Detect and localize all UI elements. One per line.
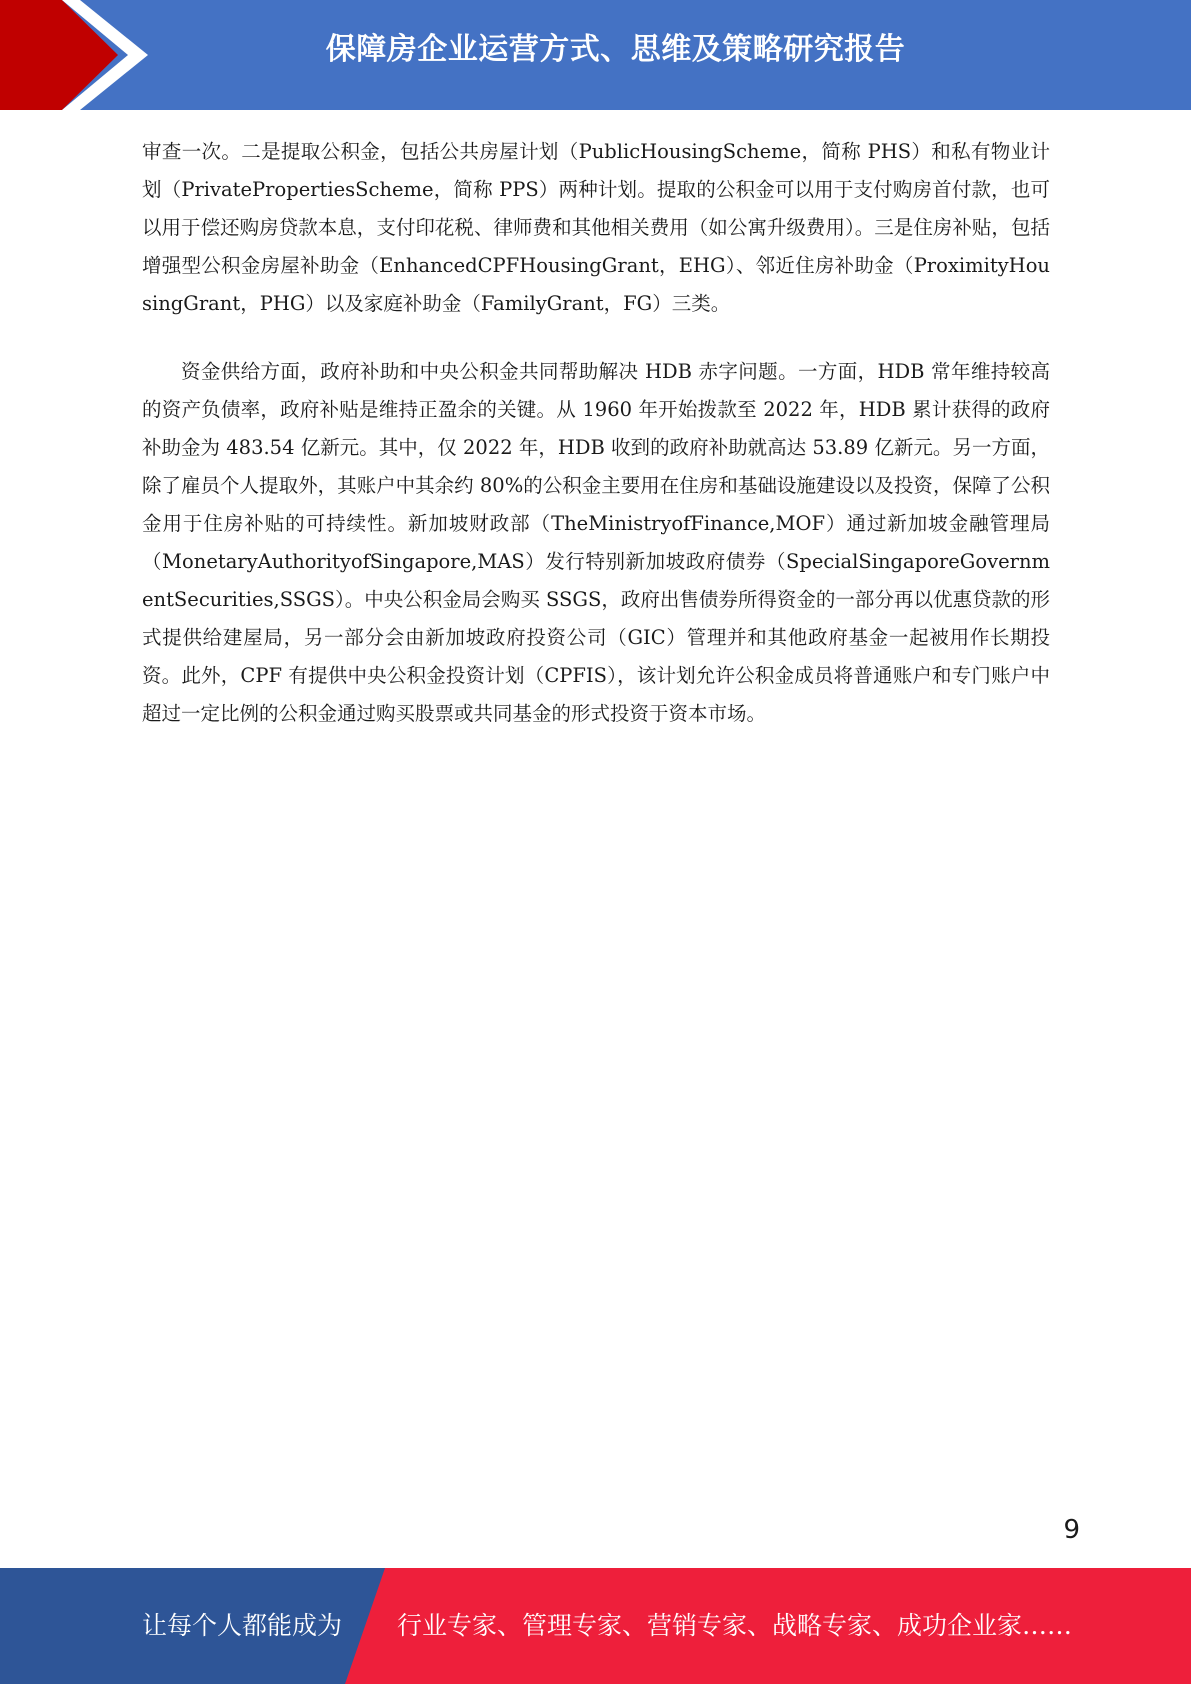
page-header: [0, 0, 1191, 110]
paragraph-1: 审查一次。二是提取公积金，包括公共房屋计划（PublicHousingScheme，简称 PHS）和私有物业计划（PrivatePropertiesScheme，简称 PPS）两种计划。提取的公积金可以用于支付购房首付款，也可以用于偿还购房贷款本息，支付印花税、律师费和其他相关费用（如公寓升级费用）。三是住房补贴，包括增强型公积金房屋补助金（EnhancedCPFHousingGrant，EHG）、邻近住房补助金（ProximityHousingGrant，PHG）以及家庭补助金（FamilyGrant，FG）三类。: [142, 140, 1050, 315]
page-footer: [0, 1568, 1191, 1684]
footer-slogan-right: 行业专家、管理专家、营销专家、战略专家、成功企业家……: [397, 1611, 1073, 1640]
footer-slogan-left: 让每个人都能成为: [142, 1611, 343, 1640]
page-number: 9: [1063, 1515, 1080, 1545]
paragraph-2: 资金供给方面，政府补助和中央公积金共同帮助解决 HDB 赤字问题。一方面，HDB 常年维持较高的资产负债率，政府补贴是维持正盈余的关键。从 1960 年开始拨款至 2022 年，HDB 累计获得的政府补助金为 483.54 亿新元。其中，仅 2022 年，HDB 收到的政府补助就高达 53.89 亿新元。另一方面，除了雇员个人提取外，其账户中其余约 80%的公积金主要用在住房和基础设施建设以及投资，保障了公积金用于住房补贴的可持续性。新加坡财政部（TheMinistryofFinance,MOF）通过新加坡金融管理局（MonetaryAuthorityofSingapore,MAS）发行特别新加坡政府债券（SpecialSingaporeGovernmentSecurities,SSGS）。中央公积金局会购买 SSGS，政府出售债券所得资金的一部分再以优惠贷款的形式提供给建屋局，另一部分会由新加坡政府投资公司（GIC）管理并和其他政府基金一起被用作长期投资。此外，CPF 有提供中央公积金投资计划（CPFIS），该计划允许公积金成员将普通账户和专门账户中超过一定比例的公积金通过购买股票或共同基金的形式投资于资本市场。: [142, 360, 1050, 725]
report-title: 保障房企业运营方式、思维及策略研究报告: [325, 32, 906, 67]
body-text: [142, 133, 1050, 733]
